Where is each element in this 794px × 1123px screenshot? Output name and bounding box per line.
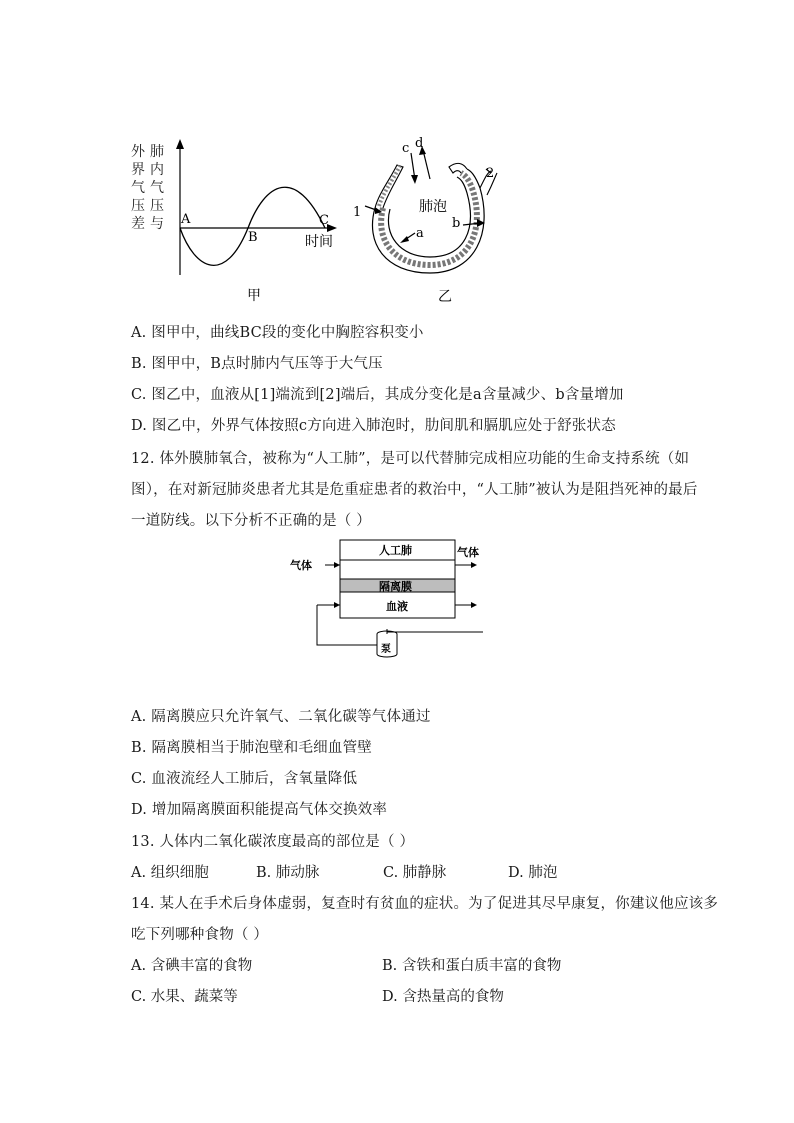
q12-stem-line1: 12. 体外膜肺氧合，被称为“人工肺”，是可以代替肺完成相应功能的生命支持系统（如 [131, 451, 690, 467]
ylabel-col2-1: 内 [150, 162, 164, 178]
q11-option-a[interactable]: A. 图甲中，曲线BC段的变化中胸腔容积变小 [131, 325, 424, 341]
pressure-curve [180, 187, 325, 265]
label-c: c [402, 141, 410, 156]
membrane-label: 隔离膜 [379, 580, 412, 593]
q12-stem-line2: 图），在对新冠肺炎患者尤其是危重症患者的救治中，“人工肺”被认为是阻挡死神的最后 [131, 482, 698, 498]
ylabel-col1-4: 差 [131, 216, 145, 232]
figure-yi-caption: 乙 [438, 289, 452, 305]
label-2: 2 [486, 166, 495, 181]
q11-option-b[interactable]: B. 图甲中，B点时肺内气压等于大气压 [131, 356, 383, 372]
q11-option-d[interactable]: D. 图乙中，外界气体按照c方向进入肺泡时，肋间肌和膈肌应处于舒张状态 [131, 418, 616, 434]
artificial-lung-figure [285, 530, 490, 670]
ylabel-col1-0: 外 [131, 144, 145, 160]
ylabel-col1-2: 气 [131, 180, 145, 196]
label-b: b [452, 216, 461, 231]
q12-option-c[interactable]: C. 血液流经人工肺后，含氧量降低 [131, 771, 358, 787]
blood-in-arrowhead [334, 602, 340, 608]
q12-option-b[interactable]: B. 隔离膜相当于肺泡壁和毛细血管壁 [131, 740, 372, 756]
q13-option-c[interactable]: C. 肺静脉 [383, 865, 447, 881]
artificial-lung-label: 人工肺 [379, 544, 412, 557]
q14-stem-line2: 吃下列哪种食物（ ） [131, 927, 269, 943]
q13-option-a[interactable]: A. 组织细胞 [131, 865, 209, 881]
blood-out-arrowhead [471, 602, 477, 608]
q14-option-d[interactable]: D. 含热量高的食物 [382, 989, 504, 1005]
q14-option-c[interactable]: C. 水果、蔬菜等 [131, 989, 238, 1005]
label-1: 1 [353, 205, 362, 220]
q12-stem-line3: 一道防线。以下分析不正确的是（ ） [131, 513, 372, 529]
capillary-band [381, 173, 477, 265]
label-a: a [416, 226, 424, 241]
gas-out-arrowhead [471, 562, 477, 568]
ylabel-col1-3: 压 [131, 198, 145, 214]
q14-option-b[interactable]: B. 含铁和蛋白质丰富的食物 [382, 958, 562, 974]
q11-option-c[interactable]: C. 图乙中，血液从[1]端流到[2]端后，其成分变化是a含量减少、b含量增加 [131, 387, 624, 403]
alveolus-band-left [379, 166, 400, 206]
point-c-label: C [319, 213, 329, 228]
ylabel-col2-0: 肺 [150, 144, 164, 160]
q13-option-d[interactable]: D. 肺泡 [508, 865, 558, 881]
ylabel-col1-1: 界 [131, 162, 145, 178]
q12-option-a[interactable]: A. 隔离膜应只允许氧气、二氧化碳等气体通过 [131, 709, 431, 725]
q13-stem: 13. 人体内二氧化碳浓度最高的部位是（ ） [131, 834, 415, 850]
point-a-label: A [181, 212, 191, 227]
figure-yi [345, 133, 510, 308]
point-b-label: B [248, 230, 258, 245]
ylabel-col2-3: 压 [150, 198, 164, 214]
gas-in-label: 气体 [290, 559, 312, 572]
y-axis-arrow [176, 139, 184, 149]
gas-in-arrowhead [334, 562, 340, 568]
q14-option-a[interactable]: A. 含碘丰富的食物 [131, 958, 253, 974]
q14-stem-line1: 14. 某人在手术后身体虚弱，复查时有贫血的症状。为了促进其尽早康复，你建议他应该多 [131, 896, 719, 912]
arrow-d [423, 150, 430, 179]
blood-return-line [317, 605, 377, 645]
ylabel-col2-2: 气 [150, 180, 164, 196]
x-axis-label: 时间 [305, 234, 333, 250]
pump-label: 泵 [381, 644, 391, 655]
alveolus-wall-right [449, 163, 467, 173]
label-d: d [415, 136, 424, 151]
arrow-a-head [400, 236, 409, 243]
q13-option-b[interactable]: B. 肺动脉 [256, 865, 320, 881]
figure-jia [125, 135, 345, 305]
q12-option-d[interactable]: D. 增加隔离膜面积能提高气体交换效率 [131, 802, 388, 818]
gas-out-label: 气体 [457, 546, 479, 559]
figure-jia-caption: 甲 [247, 288, 261, 304]
ylabel-col2-4: 与 [150, 216, 164, 232]
arrow-c-head [411, 175, 418, 184]
alveolus-label: 肺泡 [419, 199, 447, 215]
blood-label: 血液 [386, 600, 408, 613]
